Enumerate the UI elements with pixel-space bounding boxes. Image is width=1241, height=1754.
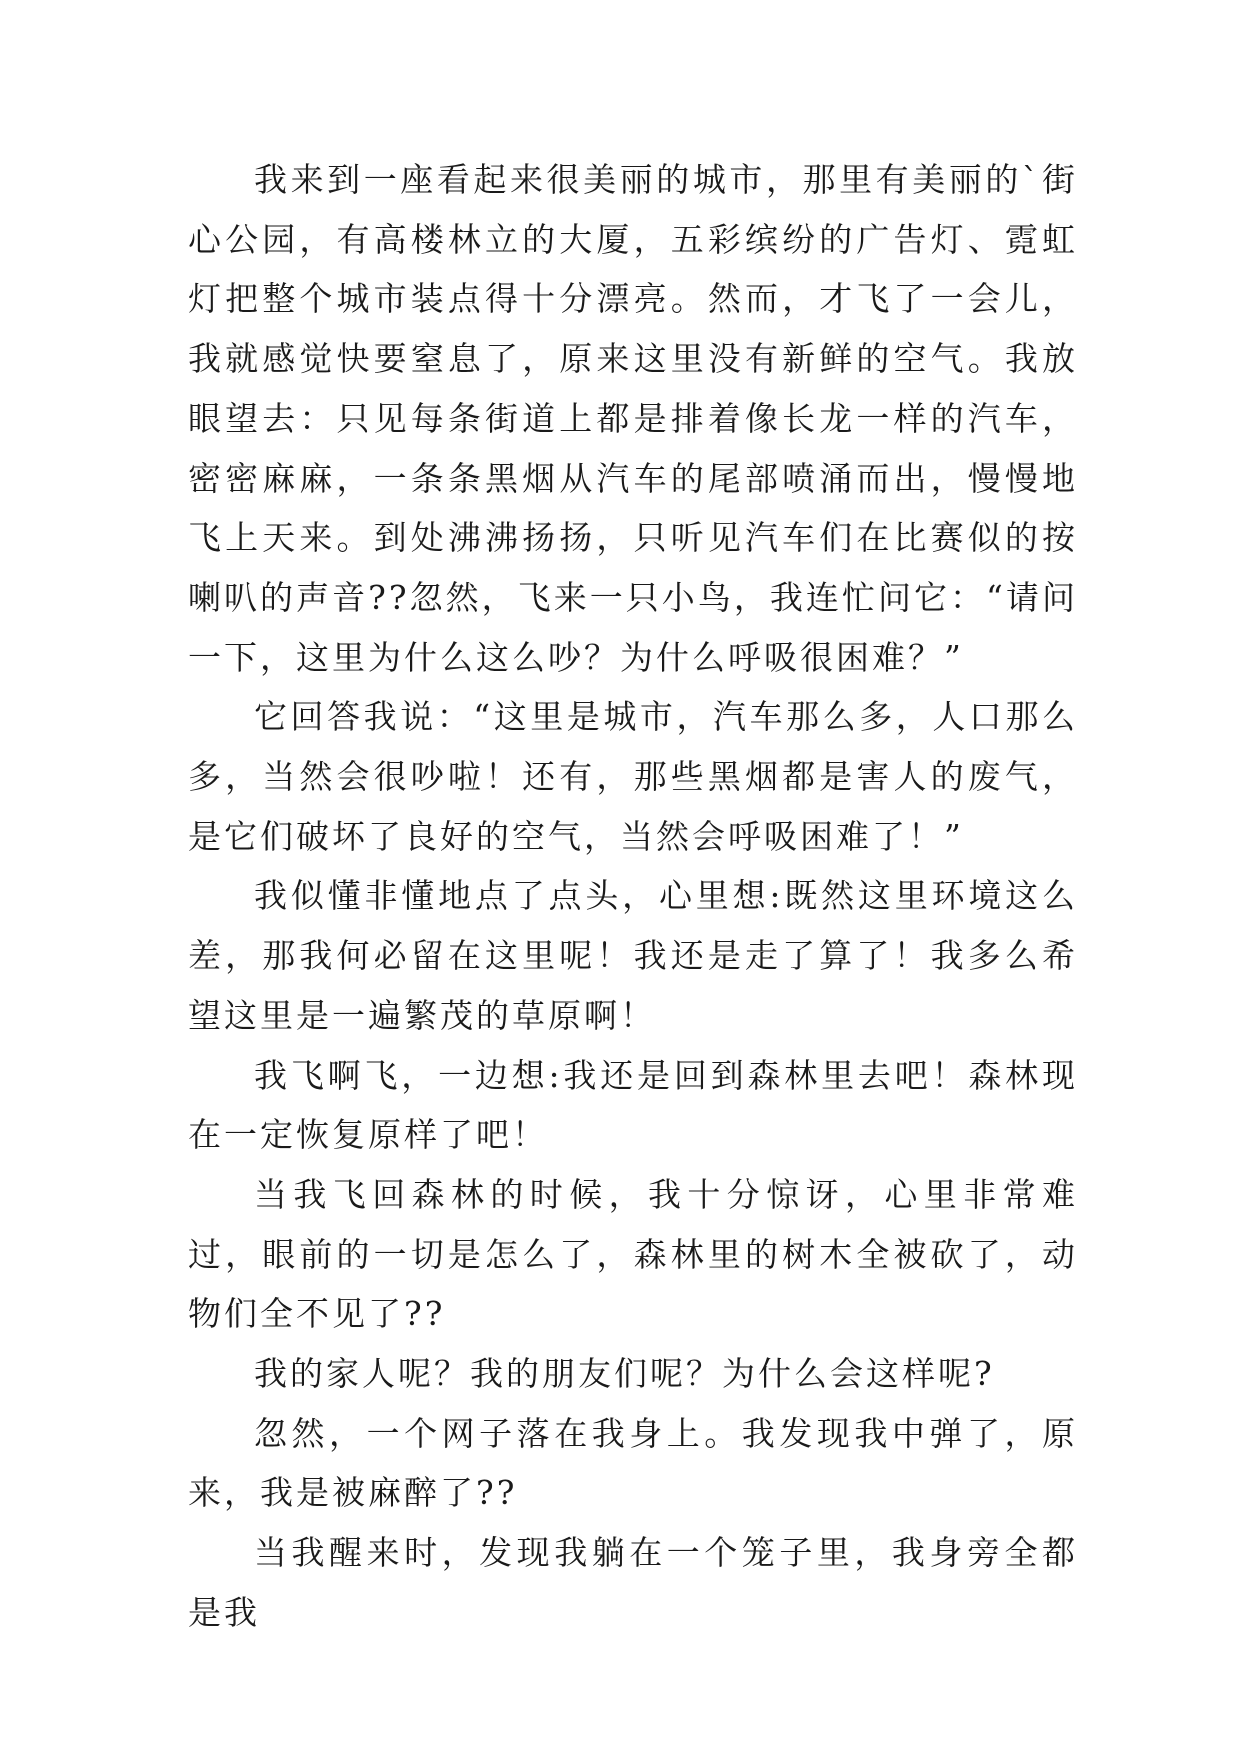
paragraph-return-forest: 我飞啊飞，一边想:我还是回到森林里去吧！森林现在一定恢复原样了吧！ <box>188 1055 1078 1155</box>
paragraph-city: 我来到一座看起来很美丽的城市，那里有美丽的`街心公园，有高楼林立的大厦，五彩缤纷的广告灯、霓虹灯把整个城市装点得十分漂亮。然而，才飞了一会儿，我就感觉快要窒息了，原来这里没有新鲜的空气。我放眼望去：只见每条街道上都是排着像长龙一样的汽车，密密麻麻，一条条黑烟从汽车的尾部喷涌而出，慢慢地飞上天来。到处沸沸扬扬，只听见汽车们在比赛似的按喇叭的声音??忽然，飞来一只小鸟，我连忙问它：“请问一下，这里为什么这么吵？为什么呼吸很困难？” <box>188 160 1078 677</box>
paragraph-cage: 当我醒来时，发现我躺在一个笼子里，我身旁全都是我 <box>188 1533 1078 1632</box>
story-text <box>188 150 1078 1643</box>
paragraph-bird-answer: 它回答我说：“这里是城市，汽车那么多，人口那么多，当然会很吵啦！还有，那些黑烟都是害人的废气，是它们破坏了良好的空气，当然会呼吸困难了！” <box>188 697 1078 856</box>
paragraph-net: 忽然，一个网子落在我身上。我发现我中弹了，原来，我是被麻醉了?? <box>188 1413 1078 1513</box>
paragraph-family-question: 我的家人呢？我的朋友们呢？为什么会这样呢? <box>254 1354 995 1394</box>
paragraph-forest-destroyed: 当我飞回森林的时候，我十分惊讶，心里非常难过，眼前的一切是怎么了，森林里的树木全被砍了，动物们全不见了?? <box>188 1174 1078 1334</box>
paragraph-leave-city: 我似懂非懂地点了点头，心里想:既然这里环境这么差，那我何必留在这里呢！我还是走了算了！我多么希望这里是一遍繁茂的草原啊！ <box>188 876 1078 1035</box>
